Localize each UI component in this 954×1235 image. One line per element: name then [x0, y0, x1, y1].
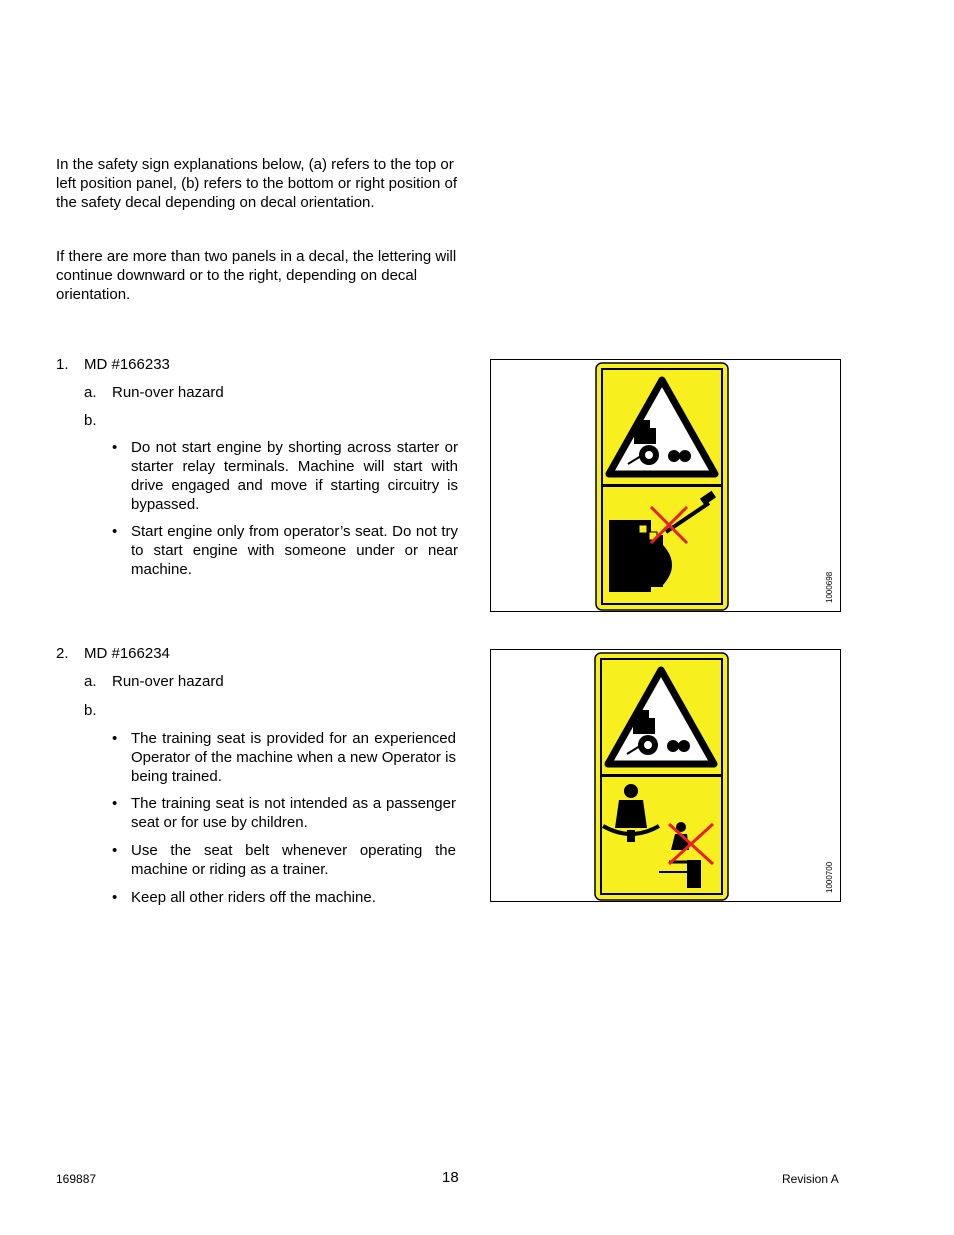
- item-a-label: a.: [84, 673, 97, 690]
- bullet-item: [112, 522, 458, 579]
- decal-166234-graphic: [491, 650, 840, 901]
- item-number: 2.: [56, 645, 69, 662]
- figure-id: 1000700: [825, 861, 834, 893]
- bullet-item: [112, 729, 456, 786]
- bullet-dot: •: [112, 795, 118, 812]
- decal-166233-graphic: [491, 360, 840, 611]
- bullet-dot: •: [112, 730, 118, 747]
- bullet-text: Do not start engine by shorting across starter or starter relay terminals. Machine will start with drive engaged and move if starting circuitry is bypassed.: [131, 439, 458, 513]
- bullet-item: [112, 794, 456, 832]
- item-a-text: Run-over hazard: [112, 673, 224, 690]
- bullet-dot: •: [112, 523, 118, 540]
- figure-id: 1000698: [825, 571, 834, 603]
- item-a-text: Run-over hazard: [112, 384, 224, 401]
- bullet-text: Start engine only from operator’s seat. Do not try to start engine with someone under or near machine.: [131, 523, 458, 578]
- item-b-label: b.: [84, 412, 97, 429]
- bullet-item: [112, 841, 456, 879]
- footer-doc-number: 169887: [56, 1172, 97, 1186]
- intro-paragraph-1: In the safety sign explanations below, (a) refers to the top or left position panel, (b) refers to the bottom or right position of the safety decal depending on decal orientation.: [56, 156, 458, 211]
- bullet-text: Use the seat belt whenever operating the machine or riding as a trainer.: [131, 842, 456, 878]
- bullet-dot: •: [112, 889, 118, 906]
- bullet-text: The training seat is provided for an experienced Operator of the machine when a new Operator is being trained.: [131, 730, 456, 785]
- item-title: MD #166233: [84, 356, 170, 373]
- bullet-text: The training seat is not intended as a passenger seat or for use by children.: [131, 795, 456, 831]
- decal-figure-1: [490, 359, 841, 612]
- footer-page-number: 18: [442, 1169, 459, 1186]
- bullet-dot: •: [112, 842, 118, 859]
- bullet-dot: •: [112, 439, 118, 456]
- item-number: 1.: [56, 356, 69, 373]
- item-b-label: b.: [84, 702, 97, 719]
- bullet-item: [112, 438, 458, 514]
- intro-paragraph-2: If there are more than two panels in a decal, the lettering will continue downward or to the right, depending on decal orientation.: [56, 248, 457, 303]
- footer-revision: Revision A: [782, 1172, 839, 1186]
- decal-figure-2: [490, 649, 841, 902]
- item-a-label: a.: [84, 384, 97, 401]
- bullet-text: Keep all other riders off the machine.: [131, 889, 376, 906]
- bullet-item: [112, 888, 456, 907]
- item-title: MD #166234: [84, 645, 170, 662]
